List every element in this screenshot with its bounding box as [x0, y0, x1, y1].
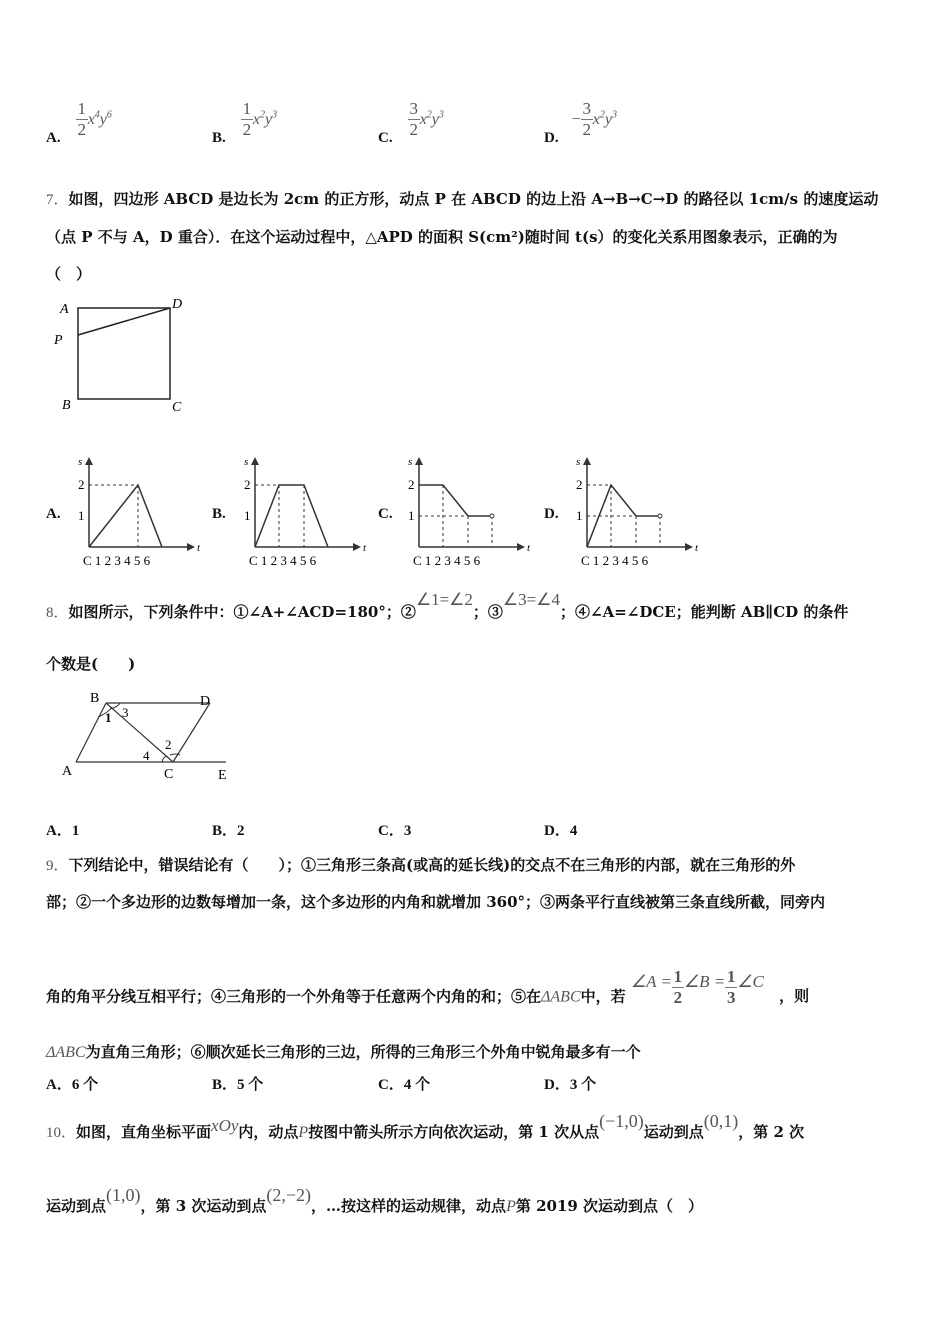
- svg-text:t: t: [363, 542, 366, 554]
- svg-text:B: B: [90, 691, 100, 706]
- fraction: $\frac{1}{2}$: [77, 99, 86, 139]
- svg-text:1: 1: [408, 508, 415, 523]
- q7-graph-d[interactable]: [573, 455, 698, 570]
- svg-text:t: t: [527, 542, 530, 554]
- svg-text:E: E: [218, 768, 227, 783]
- svg-text:s: s: [408, 456, 413, 468]
- q8-option-b[interactable]: B．2: [212, 823, 245, 839]
- svg-text:t: t: [695, 542, 698, 554]
- svg-text:1: 1: [78, 508, 85, 523]
- svg-text:4: 4: [143, 748, 150, 763]
- fraction: $\frac{1}{2}$: [242, 99, 252, 139]
- q6-option-b[interactable]: B. $\frac{1}{2}$ $x^2y^3$: [212, 99, 278, 146]
- q6-option-c[interactable]: C. $\frac{3}{2}$ $x^2y^3$: [378, 99, 444, 146]
- svg-text:C: C: [164, 767, 174, 782]
- svg-text:A: A: [60, 302, 69, 317]
- q6-option-a[interactable]: A. $\frac{1}{2}$ $x^4y^6$: [46, 99, 112, 146]
- svg-text:3: 3: [122, 705, 129, 720]
- q7-graph-b[interactable]: [241, 455, 366, 570]
- svg-text:P: P: [54, 333, 63, 348]
- svg-text:2: 2: [244, 477, 251, 492]
- svg-text:2: 2: [78, 477, 85, 492]
- svg-text:s: s: [576, 456, 581, 468]
- q7-line-2: （点 P 不与 A，D 重合）．在这个运动过程中，△APD 的面积 S(cm²)随时间 t(s）的变化关系用图象表示，正确的为: [46, 228, 838, 246]
- q9-line-3: 角的角平分线互相平行；④三角形的一个外角等于任意两个内角的和；⑤在ΔABC中，若 ∠A = $\frac{1}{2}$ ∠B = $\frac{1}{3}$ ∠C ，则: [46, 967, 810, 1007]
- q8-option-a[interactable]: A．1: [46, 823, 80, 839]
- q8-option-c[interactable]: C．3: [378, 823, 412, 839]
- svg-text:s: s: [244, 456, 249, 468]
- q10-line-2: 运动到点(1,0)，第 3 次运动到点(2,−2)，…按这样的运动规律，动点P第 2019 次运动到点（ ）: [46, 1185, 704, 1215]
- fraction: $\frac{3}{2}$: [409, 99, 418, 139]
- q10-line-1: 10．如图，直角坐标平面xOy内，动点P按图中箭头所示方向依次运动，第 1 次从点(−1,0)运动到点(0,1)，第 2 次: [46, 1111, 805, 1141]
- svg-text:C 1 2 3 4 5 6: C 1 2 3 4 5 6: [581, 553, 649, 568]
- q9-option-b[interactable]: B．5 个: [212, 1077, 264, 1093]
- svg-text:A: A: [62, 764, 73, 779]
- q7-square-figure: [46, 292, 196, 417]
- q9-option-a[interactable]: A．6 个: [46, 1077, 99, 1093]
- q7-graph-a[interactable]: [75, 455, 200, 570]
- q7-graph-c[interactable]: [405, 455, 530, 570]
- q7-option-d-label[interactable]: D.: [544, 506, 559, 522]
- svg-text:2: 2: [408, 477, 415, 492]
- q9-line-2: 部；②一个多边形的边数每增加一条，这个多边形的内角和就增加 360°；③两条平行直线被第三条直线所截，同旁内: [46, 893, 826, 911]
- svg-text:C 1 2 3 4 5 6: C 1 2 3 4 5 6: [413, 553, 481, 568]
- svg-text:C 1 2 3 4 5 6: C 1 2 3 4 5 6: [83, 553, 151, 568]
- svg-text:D: D: [172, 297, 183, 312]
- q7-option-a-label[interactable]: A.: [46, 506, 61, 522]
- q8-parallelogram-figure: [58, 685, 238, 785]
- q7-option-c-label[interactable]: C.: [378, 506, 393, 522]
- q7-option-b-label[interactable]: B.: [212, 506, 226, 522]
- q8-line-1: 8．如图所示，下列条件中：①∠A+∠ACD=180°；②∠1=∠2；③∠3=∠4；④∠A=∠DCE；能判断 AB∥CD 的条件: [46, 590, 849, 621]
- svg-text:1: 1: [105, 710, 112, 725]
- svg-text:2: 2: [165, 737, 172, 752]
- q8-option-d[interactable]: D．4: [544, 823, 578, 839]
- svg-text:B: B: [62, 398, 71, 413]
- svg-text:2: 2: [576, 477, 583, 492]
- q6-option-d[interactable]: D. − $\frac{3}{2}$ $x^2y^3$: [544, 99, 617, 146]
- q9-line-4: ΔABC为直角三角形；⑥顺次延长三角形的三边，所得的三角形三个外角中锐角最多有一个: [46, 1043, 641, 1061]
- svg-text:s: s: [78, 456, 83, 468]
- svg-text:D: D: [200, 694, 211, 709]
- svg-text:1: 1: [244, 508, 251, 523]
- svg-text:C: C: [172, 400, 182, 415]
- q7-answer-blank: （ ）: [46, 265, 92, 283]
- q8-line-2: 个数是( ): [46, 655, 136, 673]
- svg-text:t: t: [197, 542, 200, 554]
- q9-line-1: 9．下列结论中，错误结论有（ ）；①三角形三条高(或高的延长线)的交点不在三角形的内部，就在三角形的外: [46, 856, 796, 874]
- q9-option-d[interactable]: D．3 个: [544, 1077, 597, 1093]
- q7-line-1: 7．如图，四边形 ABCD 是边长为 2cm 的正方形，动点 P 在 ABCD 的边上沿 A→B→C→D 的路径以 1cm/s 的速度运动: [46, 190, 879, 208]
- fraction: $\frac{3}{2}$: [582, 99, 591, 139]
- q9-option-c[interactable]: C．4 个: [378, 1077, 431, 1093]
- svg-text:C 1 2 3 4 5 6: C 1 2 3 4 5 6: [249, 553, 317, 568]
- svg-text:1: 1: [576, 508, 583, 523]
